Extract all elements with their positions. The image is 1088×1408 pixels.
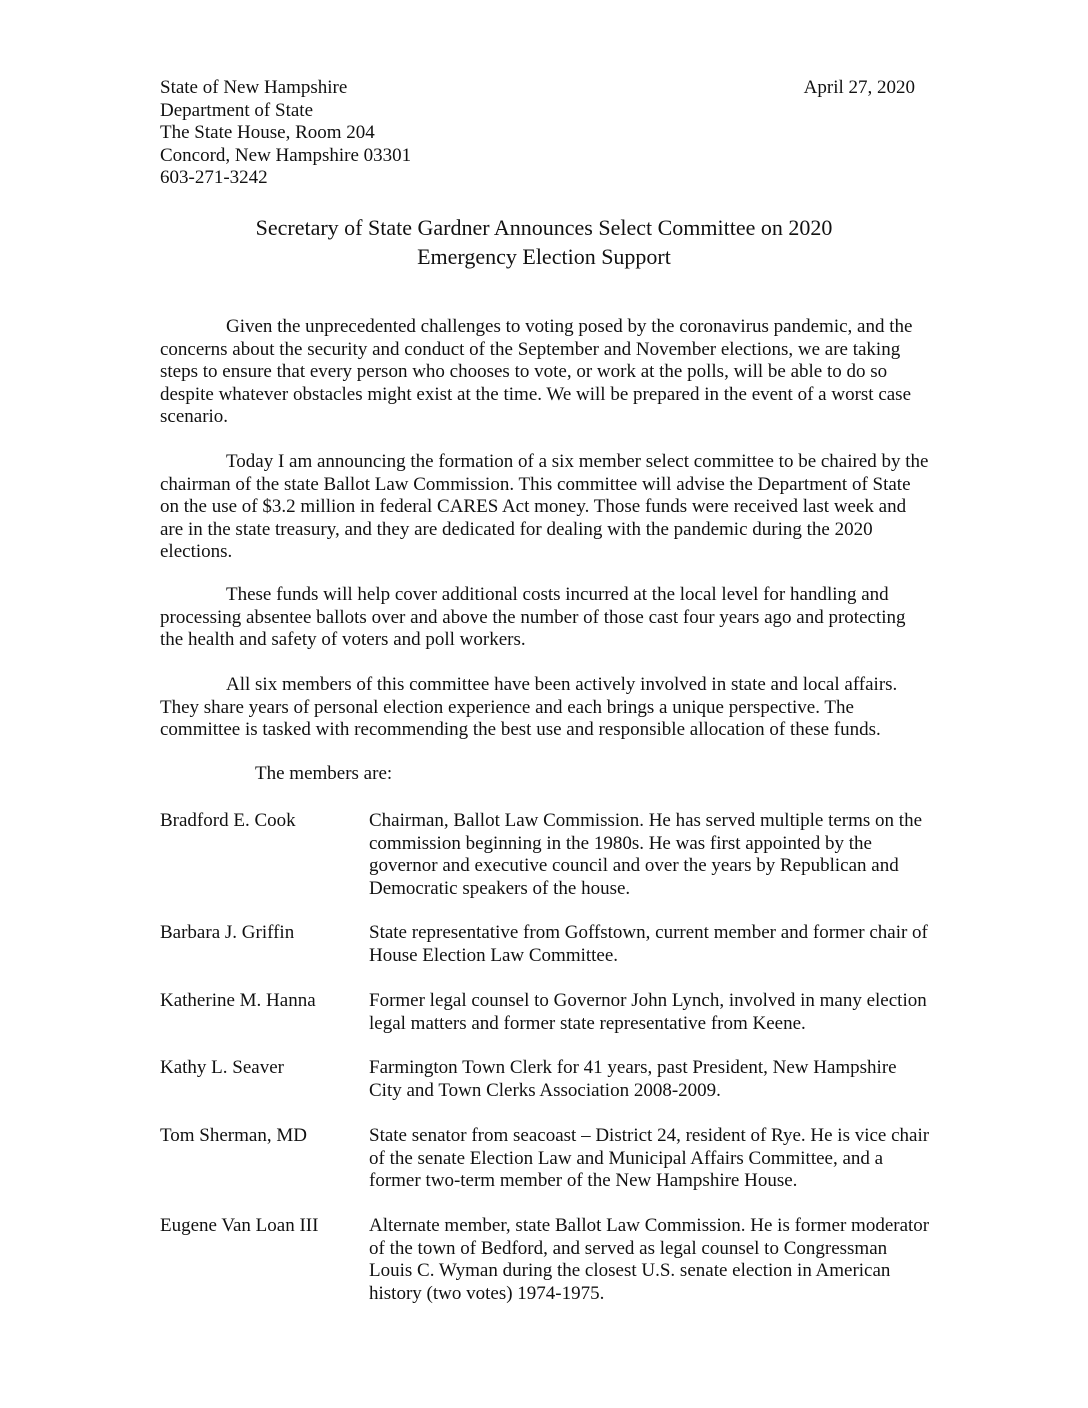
- member-name: Eugene Van Loan III: [160, 1215, 319, 1236]
- sender-address-block: [160, 77, 580, 190]
- address-line-department: Department of State: [160, 99, 314, 121]
- member-description: State representative from Goffstown, current member and former chair of House Election Law Committee.: [369, 922, 928, 966]
- member-name: Tom Sherman, MD: [160, 1125, 307, 1146]
- body-paragraph: All six members of this committee have been actively involved in state and local affairs. They share years of personal election experience and each brings a unique perspective. The committee is tasked with recommending the best use and responsible allocation of these funds.: [160, 674, 898, 741]
- member-description: State senator from seacoast – District 24, resident of Rye. He is vice chair of the senate Election Law and Municipal Affairs Committee, and a former two-term member of the New Hampshire House.: [369, 1125, 930, 1192]
- body-paragraph: Today I am announcing the formation of a six member select committee to be chaired by the chairman of the state Ballot Law Commission. This committee will advise the Department of State on the use of $3.2 million in federal CARES Act money. Those funds were received last week and are in the state treasury, and they are dedicated for dealing with the pandemic during the 2020 elections.: [160, 451, 929, 563]
- release-date: April 27, 2020: [803, 77, 915, 98]
- member-name: Kathy L. Seaver: [160, 1057, 284, 1078]
- members-intro: The members are:: [255, 763, 393, 784]
- member-description: Farmington Town Clerk for 41 years, past President, New Hampshire City and Town Clerks Association 2008-2009.: [369, 1057, 897, 1101]
- member-name: Katherine M. Hanna: [160, 990, 316, 1011]
- body-paragraph: Given the unprecedented challenges to voting posed by the coronavirus pandemic, and the concerns about the security and conduct of the September and November elections, we are taking steps to ensure that every person who chooses to vote, or work at the polls, will be able to do so despite whatever obstacles might exist at the time. We will be prepared in the event of a worst case scenario.: [160, 316, 913, 428]
- member-name: Barbara J. Griffin: [160, 922, 295, 943]
- title-line-1: Secretary of State Gardner Announces Select Committee on 2020: [255, 215, 833, 240]
- member-name: Bradford E. Cook: [160, 810, 296, 831]
- member-description: Former legal counsel to Governor John Lynch, involved in many election legal matters and former state representative from Keene.: [369, 990, 927, 1034]
- address-line-state: State of New Hampshire: [160, 77, 348, 98]
- address-line-phone: 603-271-3242: [160, 167, 268, 189]
- member-description: Alternate member, state Ballot Law Commission. He is former moderator of the town of Bedford, and served as legal counsel to Congressman Louis C. Wyman during the closest U.S. senate election in American history (two votes) 1974-1975.: [369, 1215, 930, 1304]
- page-title: [160, 213, 928, 271]
- body-paragraph: These funds will help cover additional costs incurred at the local level for handling and processing absentee ballots over and above the number of those cast four years ago and protecting the health and safety of voters and poll workers.: [160, 584, 906, 651]
- address-line-building: The State House, Room 204: [160, 122, 375, 144]
- address-line-city: Concord, New Hampshire 03301: [160, 144, 412, 166]
- title-line-2: Emergency Election Support: [417, 244, 671, 269]
- member-description: Chairman, Ballot Law Commission. He has served multiple terms on the commission beginning in the 1980s. He was first appointed by the governor and executive council and over the years by Republican and Democratic speakers of the house.: [369, 810, 923, 899]
